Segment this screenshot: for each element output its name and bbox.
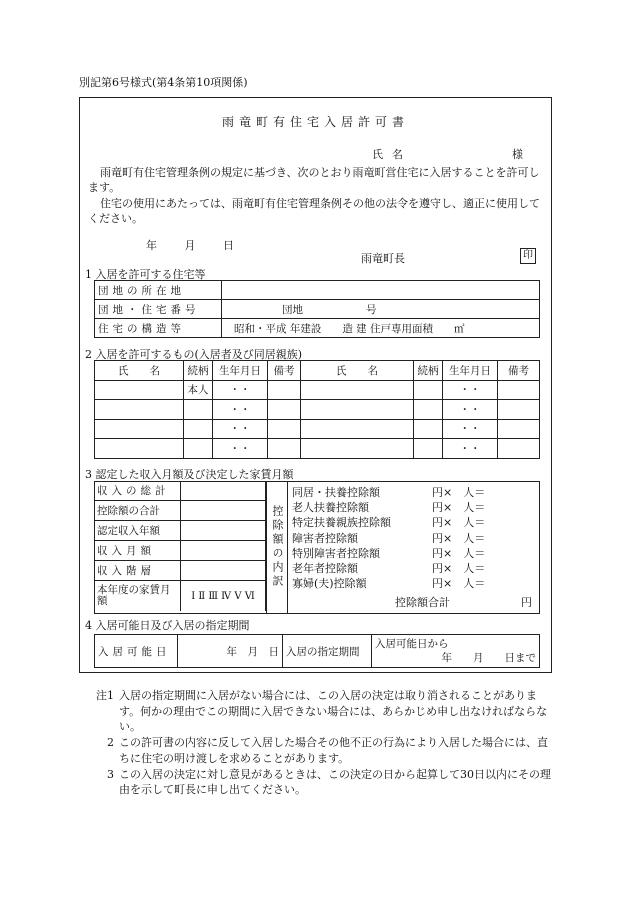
row-label: 控除額の合計 [94,501,181,521]
section2-heading: 2 入居を許可するもの(入居者及び同居親族) [85,348,303,361]
cell[interactable] [181,501,266,521]
note-index: 3 [107,767,114,781]
cell[interactable] [181,541,266,561]
deduction-calc[interactable]: 円× 人＝ [432,531,486,545]
cell[interactable] [414,380,443,400]
cell[interactable] [184,400,213,420]
birthdate-cell[interactable]: ・・ [213,419,268,439]
row-label: 住宅の構造等 [95,319,222,338]
birthdate-cell[interactable]: ・・ [213,380,268,400]
deduction-calc[interactable]: 円× 人＝ [432,577,486,591]
table-row [95,300,540,319]
row-label: 団地の所在地 [95,281,222,300]
col-header: 備考 [268,361,301,381]
table-row [94,521,266,541]
table-row [95,281,540,300]
period-from: 入居可能日から [375,638,449,650]
form-id: 別記第6号様式(第4条第10項関係) [79,76,248,89]
cell[interactable] [181,481,266,501]
row-label: 収入階層 [94,561,181,581]
paragraph-usage: 住宅の使用にあたっては、雨竜町有住宅管理条例その他の法令を遵守し、適正に使用してください。 [88,197,540,225]
col-header: 続柄 [184,361,213,381]
birthdate-cell[interactable]: ・・ [443,419,498,439]
row-value[interactable]: 団地 号 [222,300,540,319]
table-row [95,400,540,420]
cell[interactable] [301,439,414,459]
list-item [292,561,492,576]
list-item [292,546,492,561]
deduction-name: 障害者控除額 [292,531,358,545]
birthdate-cell[interactable]: ・・ [213,400,268,420]
cell[interactable] [181,521,266,541]
cell[interactable] [181,561,266,581]
cell[interactable] [301,400,414,420]
birthdate-cell[interactable]: ・・ [213,439,268,459]
deduction-name: 同居・扶養控除額 [292,486,380,499]
birthdate-cell[interactable]: ・・ [443,400,498,420]
list-item [292,485,492,500]
table-header-row [95,361,540,381]
cell[interactable] [184,419,213,439]
deduction-calc[interactable]: 円× 人＝ [432,546,486,560]
table-row [95,635,540,668]
period-label: 入居の指定期間 [283,635,372,668]
income-table [94,481,266,611]
cell[interactable] [414,419,443,439]
cell[interactable] [301,419,414,439]
cell[interactable] [498,400,540,420]
cell[interactable] [268,400,301,420]
deduction-name: 老人扶養控除額 [292,501,369,515]
deduction-calc[interactable]: 円× 人＝ [432,486,486,499]
row-label: 収入月額 [94,541,181,561]
table-row [95,319,540,338]
row-label: 団地・住宅番号 [95,300,222,319]
table-row [95,439,540,459]
name-label: 氏名 [372,148,412,161]
income-levels[interactable]: Ⅰ Ⅱ Ⅲ Ⅳ Ⅴ Ⅵ [181,581,266,612]
cell[interactable] [414,439,443,459]
relation-cell: 本人 [184,380,213,400]
cell[interactable] [95,400,184,420]
list-item [292,576,492,591]
col-header: 氏 名 [95,361,184,381]
table-row [95,380,540,400]
note-2 [84,735,554,766]
section4-heading: 4 入居可能日及び入居の指定期間 [85,619,250,632]
seal-icon: 印 [520,248,536,264]
housing-table [94,280,540,338]
row-label: 収入の総計 [94,481,181,501]
list-item [292,500,492,515]
paragraph-permission: 雨竜町有住宅管理条例の規定に基づき、次のとおり雨竜町営住宅に入居することを許可します。 [88,166,540,194]
deduction-name: 寡婦(夫)控除額 [292,577,367,591]
period-to: 年 月 日まで [441,652,536,664]
cell[interactable] [498,419,540,439]
cell[interactable] [95,419,184,439]
cell[interactable] [184,439,213,459]
mayor-title: 雨竜町長 [361,252,405,265]
cell[interactable] [268,380,301,400]
honorific: 様 [512,148,523,161]
col-header: 続柄 [414,361,443,381]
notes [84,688,554,798]
issue-date: 年 月 日 [146,239,234,252]
deduction-calc[interactable]: 円× 人＝ [432,562,486,576]
note-index: 注1 [96,689,114,702]
row-value[interactable] [222,281,540,300]
cell[interactable] [268,439,301,459]
deduction-total-label: 控除額合計 [395,596,450,609]
move-in-date-value[interactable]: 年 月 日 [178,635,283,668]
row-value[interactable]: 昭和・平成 年建設 造 建 住戸専用面積 ㎡ [222,319,540,338]
table-row [94,581,266,612]
col-header: 生年月日 [213,361,268,381]
deduction-calc[interactable]: 円× 人＝ [432,516,486,530]
col-header: 備考 [498,361,540,381]
list-item [292,515,492,530]
period-value[interactable] [372,635,540,668]
row-label: 認定収入年額 [94,521,181,541]
cell[interactable] [414,400,443,420]
document-title: 雨竜町有住宅入居許可書 [221,115,409,129]
note-1 [84,688,554,735]
table-row [94,501,266,521]
move-in-date-label: 入居可能日 [95,635,178,668]
deduction-name: 特別障害者控除額 [292,546,380,560]
deduction-name: 老年者控除額 [292,562,358,576]
birthdate-cell[interactable]: ・・ [443,380,498,400]
cell[interactable] [301,380,414,400]
section1-heading: 1 入居を許可する住宅等 [85,268,206,281]
cell[interactable] [95,380,184,400]
section3-heading: 3 認定した収入月額及び決定した家賃月額 [85,468,294,481]
note-text: この許可書の内容に反して入居した場合その他不正の行為により入居した場合には、直ちに住宅の明け渡しを求めることがあります。 [119,736,548,765]
cell[interactable] [95,439,184,459]
deduction-header-text: 控除額の内訳 [271,505,284,589]
deduction-calc[interactable]: 円× 人＝ [432,501,486,515]
cell[interactable] [498,380,540,400]
note-text: この入居の決定に対し意見があるときは、この決定の日から起算して30日以内にその理由を示して町長に申し出てください。 [119,767,551,797]
col-header: 生年月日 [443,361,498,381]
birthdate-cell[interactable]: ・・ [443,439,498,459]
deduction-list [292,485,492,591]
col-header: 氏 名 [301,361,414,381]
deduction-name: 特定扶養親族控除額 [292,516,391,530]
cell[interactable] [498,439,540,459]
note-3 [84,767,554,798]
list-item [292,531,492,546]
table-row [94,541,266,561]
cell[interactable] [268,419,301,439]
note-text: 入居の指定期間に入居がない場合には、この入居の決定は取り消されることがあります。何かの理由でこの期間に入居できない場合には、あらかじめ申し出なければならない。 [119,689,548,734]
deduction-header [266,481,288,613]
note-index: 2 [107,736,114,750]
deduction-total-yen[interactable]: 円 [521,596,532,609]
table-row [94,561,266,581]
table-row [94,481,266,501]
residents-table [94,360,540,459]
row-label: 本年度の家賃月額 [94,581,181,612]
period-table [94,634,540,668]
table-row [95,419,540,439]
